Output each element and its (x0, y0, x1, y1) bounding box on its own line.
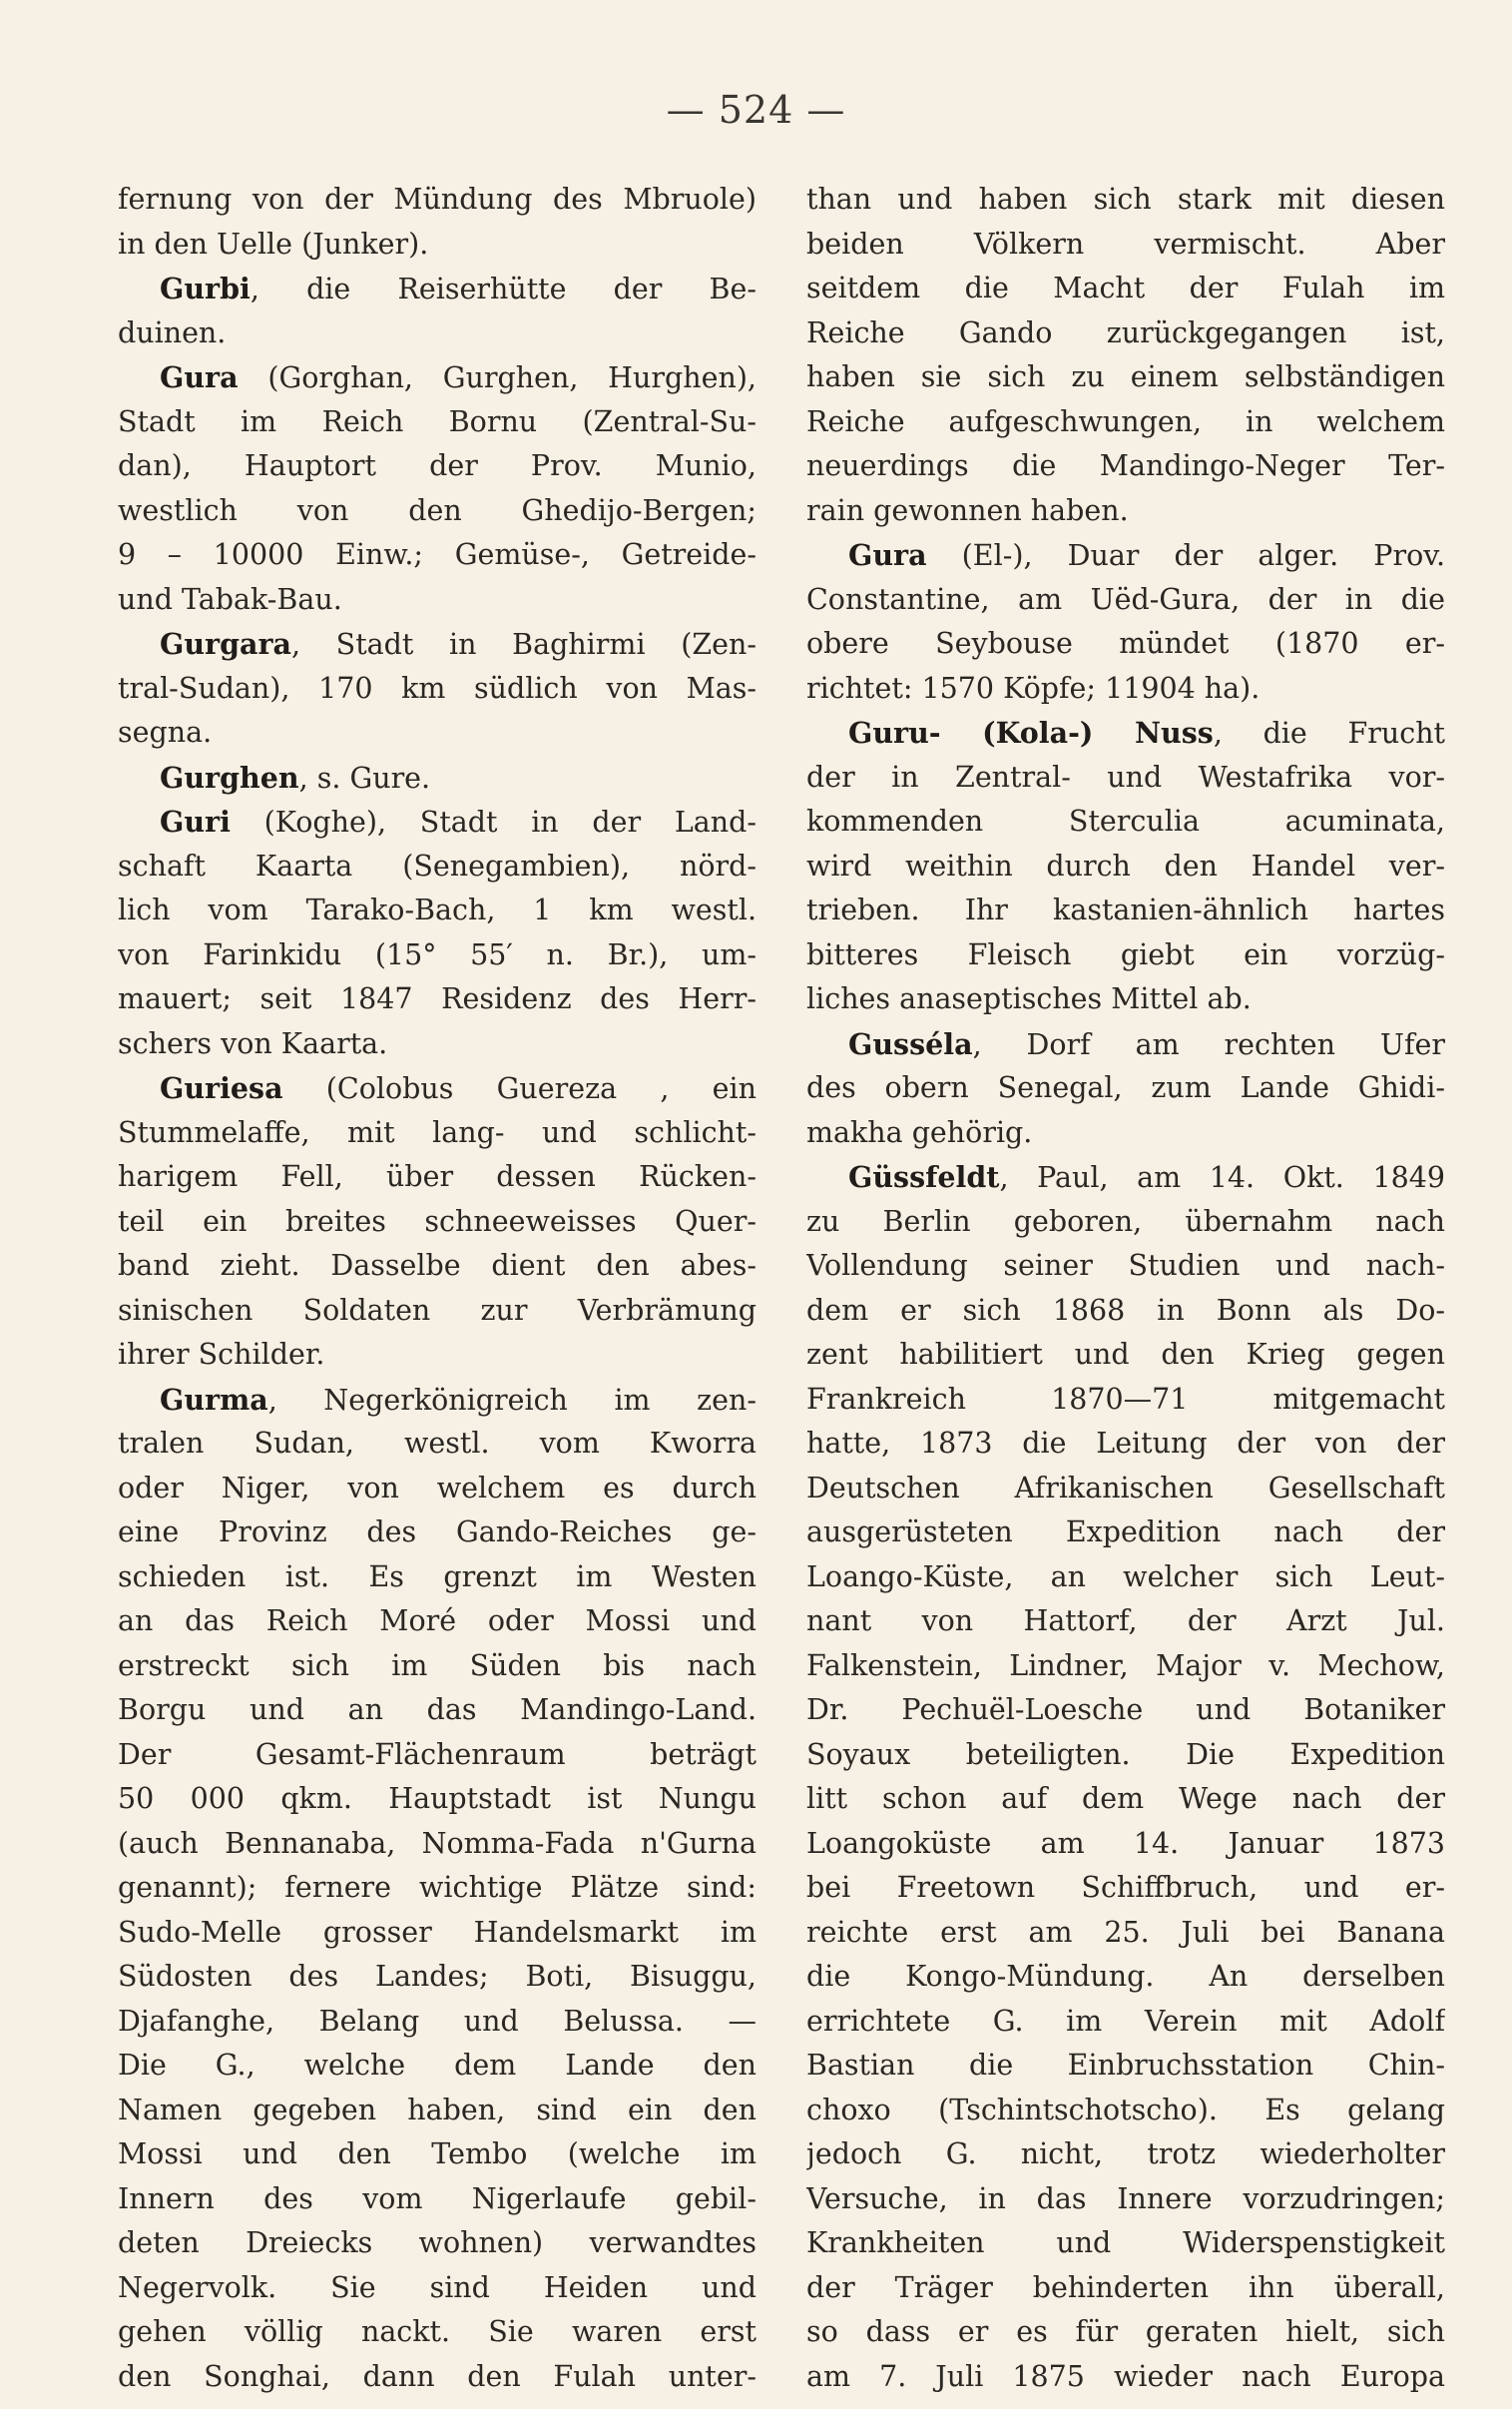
line-text: eine Provinz des Gando-Reiches ge- (118, 1515, 756, 1548)
line-text: oder Niger, von welchem es durch (118, 1471, 756, 1505)
entry-headword: Gura (848, 538, 927, 572)
text-line (806, 2221, 1445, 2266)
line-text: an das Reich Moré oder Mossi und (118, 1604, 756, 1637)
line-text: litt schon auf dem Wege nach der (806, 1782, 1445, 1815)
text-line (118, 667, 756, 712)
text-line (118, 2266, 756, 2311)
line-text: Vollendung seiner Studien und nach- (806, 1249, 1445, 1282)
text-line (806, 622, 1445, 667)
line-text: jedoch G. nicht, trotz wiederholter (806, 2137, 1445, 2170)
text-line (118, 2132, 756, 2177)
line-text: makha gehörig. (806, 1115, 1033, 1149)
line-text: zent habilitiert und den Krieg gegen (806, 1338, 1445, 1371)
line-text: , Stadt in Baghirmi (Zen- (290, 628, 756, 661)
line-text: Borgu und an das Mandingo-Land. (118, 1693, 756, 1726)
line-text: tral-Sudan), 170 km südlich von Mas- (118, 671, 756, 705)
line-text: liches anaseptisches Mittel ab. (806, 982, 1252, 1015)
line-text: 9 – 10000 Einw.; Gemüse-, Getreide- (118, 538, 756, 571)
line-text: dem er sich 1868 in Bonn als Do- (806, 1293, 1445, 1327)
text-line (118, 845, 756, 890)
text-line (118, 1866, 756, 1911)
line-text: sinischen Soldaten zur Verbrämung (118, 1293, 756, 1327)
text-line (806, 1733, 1445, 1778)
line-text: , Negerkönigreich im zen- (267, 1383, 756, 1417)
line-text: von Farinkidu (15° 55′ n. Br.), um- (118, 937, 756, 971)
text-line (806, 756, 1445, 801)
line-text: Südosten des Landes; Boti, Bisuggu, (118, 1960, 756, 1993)
line-text: , s. Gure. (298, 761, 431, 795)
text-line (806, 355, 1445, 400)
text-line (118, 1733, 756, 1778)
line-text: Die G., welche dem Lande den (118, 2049, 756, 2082)
line-text: schaft Kaarta (Senegambien), nörd- (118, 849, 756, 883)
text-line (806, 845, 1445, 890)
line-text: 50 000 qkm. Hauptstadt ist Nungu (118, 1782, 756, 1815)
text-line (806, 1289, 1445, 1334)
line-text: Stadt im Reich Bornu (Zentral-Su- (118, 404, 756, 438)
text-line (806, 667, 1445, 712)
line-text: schers von Kaarta. (118, 1026, 388, 1060)
line-text: Krankheiten und Widerspenstigkeit (806, 2226, 1445, 2259)
text-line (806, 1244, 1445, 1289)
line-text: choxo (Tschintschotscho). Es gelang (806, 2093, 1445, 2126)
line-text: Djafanghe, Belang und Belussa. — (118, 2004, 756, 2038)
text-line (806, 2132, 1445, 2177)
line-text: Dr. Pechuël-Loesche und Botaniker (806, 1693, 1445, 1726)
text-line (806, 223, 1445, 268)
line-text: haben sie sich zu einem selbständigen (806, 360, 1445, 393)
text-line (118, 2221, 756, 2266)
text-line (118, 444, 756, 489)
text-line (806, 1955, 1445, 2000)
text-line (806, 489, 1445, 534)
text-line (806, 1510, 1445, 1555)
line-text: ihrer Schilder. (118, 1338, 325, 1371)
line-text: , die Frucht (1213, 717, 1445, 750)
line-text: am 7. Juli 1875 wieder nach Europa (806, 2359, 1445, 2393)
line-text: (auch Bennanaba, Nomma-Fada n'Gurna (118, 1826, 756, 1860)
line-text: seitdem die Macht der Fulah im (806, 272, 1445, 304)
entry-first-line (806, 1155, 1445, 1200)
text-line (118, 1822, 756, 1867)
entry-first-line (118, 267, 756, 311)
line-text: Mossi und den Tembo (welche im (118, 2137, 756, 2170)
line-text: des obern Senegal, zum Lande Ghidi- (806, 1071, 1445, 1104)
line-text: Der Gesamt-Flächenraum beträgt (118, 1737, 756, 1771)
line-text: fernung von der Mündung des Mbruole) (118, 183, 756, 216)
line-text: Loango-Küste, an welcher sich Leut- (806, 1559, 1445, 1593)
line-text: Constantine, am Uëd-Gura, der in die (806, 582, 1445, 616)
text-line (118, 178, 756, 223)
line-text: zu Berlin geboren, übernahm nach (806, 1204, 1445, 1238)
text-line (806, 1911, 1445, 1956)
entry-headword: Gura (160, 360, 239, 394)
text-line (806, 267, 1445, 311)
entry-headword: Guri (160, 805, 231, 839)
text-line (806, 933, 1445, 978)
line-text: Reiche Gando zurückgegangen ist, (806, 315, 1445, 349)
text-line (806, 1555, 1445, 1600)
line-text: duinen. (118, 315, 227, 349)
text-line (806, 578, 1445, 623)
text-line (118, 889, 756, 933)
text-line (806, 1688, 1445, 1733)
line-text: der Träger behinderten ihn überall, (806, 2270, 1445, 2304)
text-line (806, 2177, 1445, 2222)
line-text: dan), Hauptort der Prov. Munio, (118, 449, 756, 482)
line-text: harigem Fell, über dessen Rücken- (118, 1160, 756, 1193)
line-text: reichte erst am 25. Juli bei Banana (806, 1915, 1445, 1949)
line-text: Namen gegeben haben, sind ein den (118, 2093, 756, 2126)
line-text: Bastian die Einbruchsstation Chin- (806, 2049, 1445, 2082)
line-text: in den Uelle (Junker). (118, 227, 429, 261)
line-text: (Colobus Guereza , ein (282, 1072, 756, 1105)
entry-headword: Gurgara (160, 627, 291, 661)
line-text: hatte, 1873 die Leitung der von der (806, 1427, 1445, 1460)
line-text: Stummelaffe, mit lang- und schlicht- (118, 1115, 756, 1149)
text-line (118, 2000, 756, 2045)
line-text: trieben. Ihr kastanien-ähnlich hartes (806, 894, 1445, 926)
entry-headword: Gusséla (848, 1026, 973, 1061)
text-line (806, 977, 1445, 1022)
text-line (806, 889, 1445, 933)
text-line (806, 2266, 1445, 2311)
line-text: than und haben sich stark mit diesen (806, 183, 1445, 216)
text-line (118, 1200, 756, 1245)
text-line (118, 223, 756, 268)
text-line (806, 1378, 1445, 1423)
text-line (118, 1777, 756, 1822)
entry-headword: Gurma (160, 1382, 268, 1417)
text-line (118, 1244, 756, 1289)
entry-first-line (118, 1378, 756, 1423)
text-line (806, 1422, 1445, 1467)
text-line (118, 1111, 756, 1156)
text-line (806, 1333, 1445, 1378)
text-line (118, 578, 756, 623)
entry-first-line (118, 1066, 756, 1111)
line-text: (Koghe), Stadt in der Land- (230, 806, 756, 839)
entry-first-line (118, 800, 756, 845)
entry-first-line (118, 622, 756, 667)
line-text: genannt); fernere wichtige Plätze sind: (118, 1871, 756, 1904)
line-text: , die Reiserhütte der Be- (250, 273, 756, 305)
entry-headword: Guriesa (160, 1071, 283, 1105)
line-text: schieden ist. Es grenzt im Westen (118, 1559, 756, 1593)
text-line (118, 1955, 756, 2000)
text-line (806, 1777, 1445, 1822)
entry-headword: Gurghen (160, 760, 299, 795)
text-line (806, 1467, 1445, 1511)
entry-headword: Gurbi (160, 272, 251, 305)
text-line (806, 2044, 1445, 2089)
line-text: die Kongo-Mündung. An derselben (806, 1960, 1445, 1993)
line-text: Reiche aufgeschwungen, in welchem (806, 404, 1445, 438)
line-text: erstreckt sich im Süden bis nach (118, 1648, 756, 1682)
right-column (806, 178, 1445, 2399)
text-line (806, 1644, 1445, 1689)
text-line (118, 1599, 756, 1644)
left-column (118, 178, 756, 2399)
line-text: band zieht. Dasselbe dient den abes- (118, 1249, 756, 1282)
line-text: , Paul, am 14. Okt. 1849 (999, 1161, 1445, 1194)
line-text: (Gorghan, Gurghen, Hurghen), (238, 361, 756, 394)
text-line (806, 400, 1445, 445)
line-text: bei Freetown Schiffbruch, und er- (806, 1871, 1445, 1904)
line-text: wird weithin durch den Handel ver- (806, 849, 1445, 883)
text-line (118, 311, 756, 356)
text-line (806, 2000, 1445, 2045)
entry-first-line (806, 711, 1445, 756)
entry-headword: Güssfeldt (848, 1160, 1000, 1194)
entry-first-line (806, 1022, 1445, 1067)
line-text: Versuche, in das Innere vorzudringen; (806, 2181, 1445, 2215)
text-line (806, 2355, 1445, 2400)
line-text: , Dorf am rechten Ufer (972, 1027, 1445, 1061)
text-line (118, 1644, 756, 1689)
text-line (118, 711, 756, 756)
text-line (806, 1111, 1445, 1156)
line-text: Loangoküste am 14. Januar 1873 (806, 1826, 1445, 1860)
line-text: Deutschen Afrikanischen Gesellschaft (806, 1471, 1445, 1505)
text-line (118, 2177, 756, 2222)
entry-first-line (118, 756, 756, 801)
line-text: obere Seybouse mündet (1870 er- (806, 627, 1445, 660)
line-text: lich vom Tarako-Bach, 1 km westl. (118, 894, 756, 926)
text-line (806, 1066, 1445, 1111)
text-line (118, 1022, 756, 1067)
text-line (118, 489, 756, 534)
line-text: der in Zentral- und Westafrika vor- (806, 760, 1445, 794)
line-text: Negervolk. Sie sind Heiden und (118, 2270, 756, 2304)
line-text: und Tabak-Bau. (118, 582, 342, 616)
text-line (118, 1911, 756, 1956)
line-text: bitteres Fleisch giebt ein vorzüg- (806, 937, 1445, 971)
text-line (806, 311, 1445, 356)
line-text: kommenden Sterculia acuminata, (806, 805, 1445, 838)
entry-headword: Guru- (Kola-) Nuss (848, 716, 1214, 750)
line-text: Frankreich 1870—71 mitgemacht (806, 1382, 1445, 1416)
text-line (118, 2089, 756, 2133)
line-text: (El-), Duar der alger. Prov. (926, 539, 1445, 572)
line-text: so dass er es für geraten hielt, sich (806, 2315, 1445, 2348)
text-line (806, 2310, 1445, 2355)
text-line (118, 1289, 756, 1334)
text-line (806, 1866, 1445, 1911)
text-line (118, 1555, 756, 1600)
entry-first-line (806, 533, 1445, 578)
text-line (118, 1688, 756, 1733)
line-text: Innern des vom Nigerlaufe gebil- (118, 2181, 756, 2215)
line-text: mauert; seit 1847 Residenz des Herr- (118, 982, 756, 1015)
line-text: beiden Völkern vermischt. Aber (806, 227, 1445, 261)
line-text: ausgerüsteten Expedition nach der (806, 1515, 1445, 1548)
text-line (806, 800, 1445, 845)
line-text: gehen völlig nackt. Sie waren erst (118, 2315, 756, 2348)
line-text: segna. (118, 716, 213, 749)
line-text: richtet: 1570 Köpfe; 11904 ha). (806, 671, 1260, 705)
line-text: Sudo-Melle grosser Handelsmarkt im (118, 1915, 756, 1949)
entry-first-line (118, 355, 756, 400)
text-line (806, 1599, 1445, 1644)
text-line (118, 1510, 756, 1555)
text-line (118, 1422, 756, 1467)
line-text: den Songhai, dann den Fulah unter- (118, 2359, 756, 2393)
line-text: nant von Hattorf, der Arzt Jul. (806, 1604, 1445, 1637)
text-line (118, 1333, 756, 1378)
text-line (806, 1822, 1445, 1867)
line-text: errichtete G. im Verein mit Adolf (806, 2004, 1445, 2038)
text-line (118, 1155, 756, 1200)
line-text: rain gewonnen haben. (806, 493, 1129, 527)
text-line (806, 2089, 1445, 2133)
line-text: Falkenstein, Lindner, Major v. Mechow, (806, 1648, 1445, 1682)
text-line (118, 2355, 756, 2400)
text-line (118, 2044, 756, 2089)
text-line (118, 933, 756, 978)
line-text: tralen Sudan, westl. vom Kworra (118, 1427, 756, 1460)
line-text: deten Dreiecks wohnen) verwandtes (118, 2226, 756, 2259)
text-line (806, 1200, 1445, 1245)
text-line (118, 977, 756, 1022)
text-line (118, 2310, 756, 2355)
line-text: westlich von den Ghedijo-Bergen; (118, 493, 756, 527)
text-line (118, 400, 756, 445)
text-line (118, 1467, 756, 1511)
page-number: — 524 — (666, 88, 846, 132)
text-line (806, 444, 1445, 489)
line-text: teil ein breites schneeweisses Quer- (118, 1204, 756, 1238)
text-line (806, 178, 1445, 223)
text-line (118, 533, 756, 578)
line-text: Soyaux beteiligten. Die Expedition (806, 1737, 1445, 1771)
line-text: neuerdings die Mandingo-Neger Ter- (806, 449, 1445, 482)
